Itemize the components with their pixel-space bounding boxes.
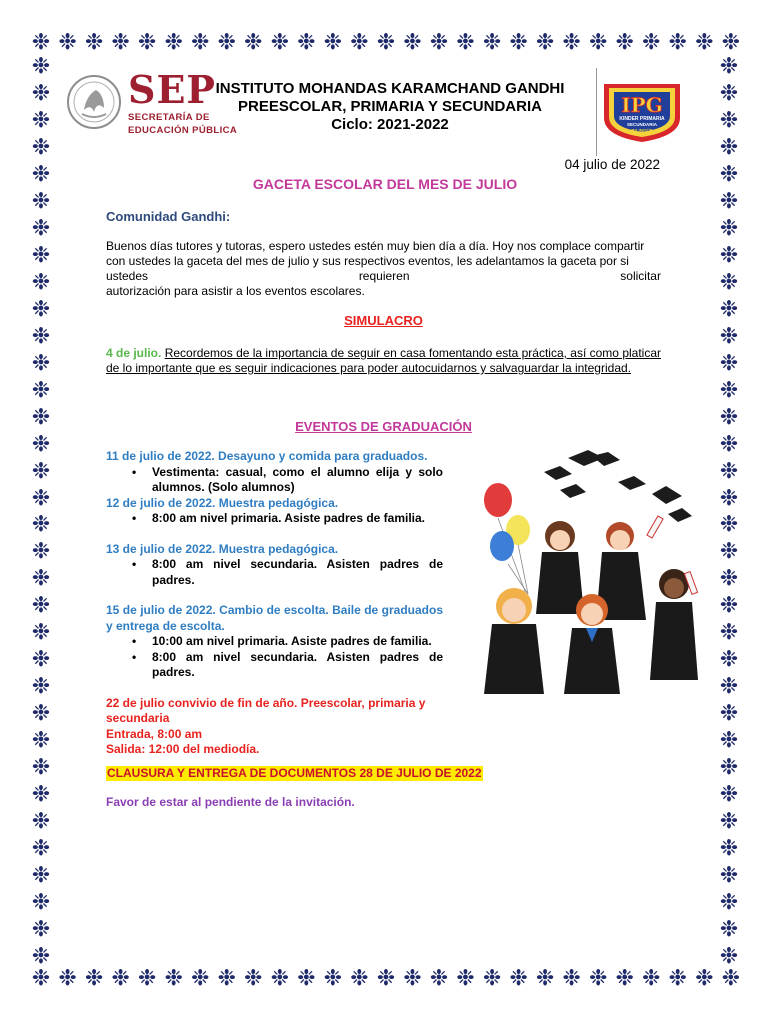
snowflake-icon: ❉: [719, 890, 739, 916]
snowflake-icon: ❉: [31, 161, 51, 187]
snowflake-icon: ❉: [31, 431, 51, 457]
event-items: [106, 511, 443, 527]
document-date: 04 julio de 2022: [564, 157, 660, 172]
snowflake-icon: ❉: [31, 269, 51, 295]
snowflake-icon: ❉: [31, 593, 51, 619]
snowflake-icon: ❉: [719, 215, 739, 241]
gaceta-title: GACETA ESCOLAR DEL MES DE JULIO: [252, 176, 518, 192]
snowflake-icon: ❉: [376, 966, 396, 991]
snowflake-icon: ❉: [31, 350, 51, 376]
border-bottom: [30, 968, 742, 990]
snowflake-icon: ❉: [31, 620, 51, 646]
events-list: [106, 449, 443, 758]
snowflake-icon: ❉: [719, 647, 739, 673]
event-item: • 8:00 am nivel secundaria. Asisten padres de padres.: [106, 557, 443, 588]
intro-line: Buenos días tutores y tutoras, espero ustedes estén muy bien día a día. Hoy nos complace compartir: [106, 239, 645, 253]
snowflake-icon: ❉: [719, 296, 739, 322]
simulacro-date: 4 de julio.: [106, 346, 162, 360]
snowflake-icon: ❉: [190, 30, 210, 55]
snowflake-icon: ❉: [31, 863, 51, 889]
spacer: [106, 527, 443, 542]
snowflake-icon: ❉: [350, 30, 369, 55]
ipg-logo: [598, 78, 686, 144]
intro-line: autorización para asistir a los eventos escolares.: [106, 284, 365, 298]
convivio-entrada: Entrada, 8:00 am: [106, 726, 203, 741]
snowflake-icon: ❉: [297, 30, 316, 55]
snowflake-icon: ❉: [668, 966, 687, 991]
intro-line: [106, 269, 661, 284]
border-top: [30, 32, 742, 54]
snowflake-icon: ❉: [244, 966, 263, 991]
snowflake-icon: ❉: [509, 966, 528, 991]
event-items: [106, 634, 443, 681]
sep-wordmark: SEP: [128, 67, 216, 112]
simulacro-paragraph: [106, 346, 661, 376]
snowflake-icon: ❉: [376, 30, 396, 55]
snowflake-icon: ❉: [58, 30, 77, 55]
snowflake-icon: ❉: [719, 350, 739, 376]
institute-name: INSTITUTO MOHANDAS KARAMCHAND GANDHI: [215, 80, 565, 97]
snowflake-icon: ❉: [84, 30, 104, 55]
snowflake-icon: ❉: [719, 188, 739, 214]
snowflake-icon: ❉: [31, 323, 51, 349]
snowflake-icon: ❉: [31, 134, 51, 160]
snowflake-icon: ❉: [31, 809, 51, 835]
snowflake-icon: ❉: [719, 917, 739, 942]
snowflake-icon: ❉: [164, 30, 183, 55]
snowflake-icon: ❉: [695, 30, 714, 55]
sep-subtitle-2: EDUCACIÓN PÚBLICA: [128, 125, 238, 136]
intro-paragraph: [106, 239, 661, 299]
snowflake-icon: ❉: [217, 30, 236, 55]
snowflake-icon: ❉: [31, 836, 51, 862]
snowflake-icon: ❉: [615, 966, 634, 991]
snowflake-icon: ❉: [719, 161, 739, 187]
snowflake-icon: ❉: [719, 674, 739, 700]
sep-subtitle-1: SECRETARÍA DE: [128, 112, 210, 123]
snowflake-icon: ❉: [456, 30, 475, 55]
snowflake-icon: ❉: [270, 966, 289, 991]
snowflake-icon: ❉: [31, 890, 51, 916]
event-heading: 15 de julio de 2022. Cambio de escolta. Baile de graduados y entrega de escolta.: [106, 603, 443, 633]
snowflake-icon: ❉: [31, 917, 51, 942]
intro-line: con ustedes la gaceta del mes de julio y sus respectivos eventos, les adelantamos la gaceta por si: [106, 254, 629, 268]
snowflake-icon: ❉: [719, 755, 739, 781]
snowflake-icon: ❉: [721, 30, 741, 55]
snowflake-icon: ❉: [164, 966, 183, 991]
event-items: [106, 465, 443, 496]
snowflake-icon: ❉: [244, 30, 263, 55]
school-cycle: Ciclo: 2021-2022: [331, 116, 449, 133]
snowflake-icon: ❉: [297, 966, 316, 991]
event-heading: 13 de julio de 2022. Muestra pedagógica.: [106, 541, 339, 556]
snowflake-icon: ❉: [721, 966, 741, 991]
snowflake-icon: ❉: [31, 80, 51, 106]
snowflake-icon: ❉: [31, 296, 51, 322]
snowflake-icon: ❉: [719, 593, 739, 619]
snowflake-icon: ❉: [31, 107, 51, 133]
simulacro-title: SIMULACRO: [344, 313, 423, 328]
convivio-heading: 22 de julio convivio de fin de año. Preescolar, primaria y secundaria: [106, 695, 426, 725]
snowflake-icon: ❉: [668, 30, 687, 55]
snowflake-icon: ❉: [562, 966, 581, 991]
snowflake-icon: ❉: [642, 966, 661, 991]
event-item: • 10:00 am nivel primaria. Asiste padres de familia.: [106, 634, 443, 650]
snowflake-icon: ❉: [323, 966, 343, 991]
snowflake-icon: ❉: [403, 966, 422, 991]
snowflake-icon: ❉: [31, 188, 51, 214]
snowflake-icon: ❉: [137, 966, 157, 991]
snowflake-icon: ❉: [31, 458, 51, 484]
snowflake-icon: ❉: [719, 809, 739, 835]
greeting: Comunidad Gandhi:: [106, 209, 231, 224]
snowflake-icon: ❉: [719, 943, 739, 969]
snowflake-icon: ❉: [84, 966, 104, 991]
snowflake-icon: ❉: [615, 30, 634, 55]
graduation-caps-icon: [544, 450, 692, 522]
snowflake-icon: ❉: [642, 30, 661, 55]
convivio-block: [106, 696, 443, 758]
snowflake-icon: ❉: [719, 80, 739, 106]
snowflake-icon: ❉: [58, 966, 77, 991]
snowflake-icon: ❉: [695, 966, 714, 991]
snowflake-icon: ❉: [456, 966, 475, 991]
snowflake-icon: ❉: [719, 566, 739, 592]
snowflake-icon: ❉: [31, 728, 51, 754]
snowflake-icon: ❉: [719, 431, 739, 457]
simulacro-text: Recordemos de la importancia de seguir en casa fomentando esta práctica, así como platicar de lo importante que es seguir indicaciones para poder autocuidarnos y salvaguardar la integridad.: [106, 346, 662, 375]
snowflake-icon: ❉: [137, 30, 157, 55]
snowflake-icon: ❉: [429, 30, 449, 55]
snowflake-icon: ❉: [323, 30, 343, 55]
snowflake-icon: ❉: [719, 728, 739, 754]
mexico-seal-icon: [66, 74, 122, 130]
clausura-notice: CLAUSURA Y ENTREGA DE DOCUMENTOS 28 DE JULIO DE 2022: [107, 766, 482, 780]
snowflake-icon: ❉: [111, 30, 130, 55]
border-right: [718, 56, 740, 968]
events-title: EVENTOS DE GRADUACIÓN: [295, 419, 472, 434]
snowflake-icon: ❉: [31, 647, 51, 673]
ipg-logo-subtitle-2: SECUNDARIA: [626, 122, 658, 127]
event-item: • 8:00 am nivel primaria. Asiste padres de familia.: [106, 511, 443, 527]
snowflake-icon: ❉: [719, 54, 739, 79]
snowflake-icon: ❉: [429, 966, 449, 991]
spacer: [106, 588, 443, 603]
snowflake-icon: ❉: [350, 966, 369, 991]
snowflake-icon: ❉: [719, 836, 739, 862]
snowflake-icon: ❉: [190, 966, 210, 991]
snowflake-icon: ❉: [719, 377, 739, 403]
snowflake-icon: ❉: [31, 242, 51, 268]
snowflake-icon: ❉: [719, 323, 739, 349]
snowflake-icon: ❉: [719, 782, 739, 808]
snowflake-icon: ❉: [31, 966, 51, 991]
convivio-salida: Salida: 12:00 del mediodía.: [106, 742, 260, 756]
ipg-logo-subtitle-3: BILINGÜE: [631, 128, 653, 133]
snowflake-icon: ❉: [31, 755, 51, 781]
snowflake-icon: ❉: [31, 566, 51, 592]
snowflake-icon: ❉: [562, 30, 581, 55]
snowflake-icon: ❉: [719, 107, 739, 133]
snowflake-icon: ❉: [217, 966, 236, 991]
snowflake-icon: ❉: [588, 30, 608, 55]
snowflake-icon: ❉: [719, 404, 739, 430]
ipg-logo-subtitle-1: KINDER PRIMARIA: [619, 116, 665, 122]
snowflake-icon: ❉: [509, 30, 528, 55]
event-heading: 12 de julio de 2022. Muestra pedagógica.: [106, 495, 339, 510]
snowflake-icon: ❉: [482, 966, 502, 991]
balloons-icon: [484, 483, 530, 594]
snowflake-icon: ❉: [31, 30, 51, 55]
snowflake-icon: ❉: [719, 242, 739, 268]
snowflake-icon: ❉: [31, 404, 51, 430]
school-levels: PREESCOLAR, PRIMARIA Y SECUNDARIA: [238, 98, 542, 115]
snowflake-icon: ❉: [535, 30, 555, 55]
intro-word: solicitar: [620, 269, 661, 283]
ipg-logo-text: IPG: [621, 93, 663, 117]
snowflake-icon: ❉: [719, 539, 739, 565]
snowflake-icon: ❉: [535, 966, 555, 991]
snowflake-icon: ❉: [31, 674, 51, 700]
event-items: [106, 557, 443, 588]
snowflake-icon: ❉: [719, 701, 739, 727]
snowflake-icon: ❉: [719, 485, 739, 511]
header-text: [210, 80, 570, 134]
snowflake-icon: ❉: [719, 458, 739, 484]
snowflake-icon: ❉: [31, 215, 51, 241]
event-item: • Vestimenta: casual, como el alumno elija y solo alumnos. (Solo alumnos): [106, 465, 443, 496]
intro-word: ustedes: [106, 269, 149, 283]
snowflake-icon: ❉: [31, 485, 51, 511]
invitation-note: Favor de estar al pendiente de la invitación.: [106, 795, 355, 809]
snowflake-icon: ❉: [31, 539, 51, 565]
snowflake-icon: ❉: [719, 620, 739, 646]
snowflake-icon: ❉: [719, 134, 739, 160]
snowflake-icon: ❉: [31, 54, 51, 79]
border-left: [30, 56, 52, 968]
snowflake-icon: ❉: [270, 30, 289, 55]
snowflake-icon: ❉: [31, 943, 51, 969]
snowflake-icon: ❉: [482, 30, 502, 55]
event-item: • 8:00 am nivel secundaria. Asisten padres de padres.: [106, 650, 443, 681]
header-divider: [596, 68, 597, 156]
graduation-illustration: [456, 444, 714, 710]
snowflake-icon: ❉: [719, 512, 739, 538]
snowflake-icon: ❉: [719, 269, 739, 295]
snowflake-icon: ❉: [719, 863, 739, 889]
snowflake-icon: ❉: [31, 782, 51, 808]
intro-word: requieren: [358, 269, 410, 283]
snowflake-icon: ❉: [31, 701, 51, 727]
event-heading: 11 de julio de 2022. Desayuno y comida para graduados.: [106, 449, 428, 463]
snowflake-icon: ❉: [31, 377, 51, 403]
snowflake-icon: ❉: [111, 966, 130, 991]
snowflake-icon: ❉: [403, 30, 422, 55]
spacer: [106, 681, 443, 696]
snowflake-icon: ❉: [588, 966, 608, 991]
snowflake-icon: ❉: [31, 512, 51, 538]
